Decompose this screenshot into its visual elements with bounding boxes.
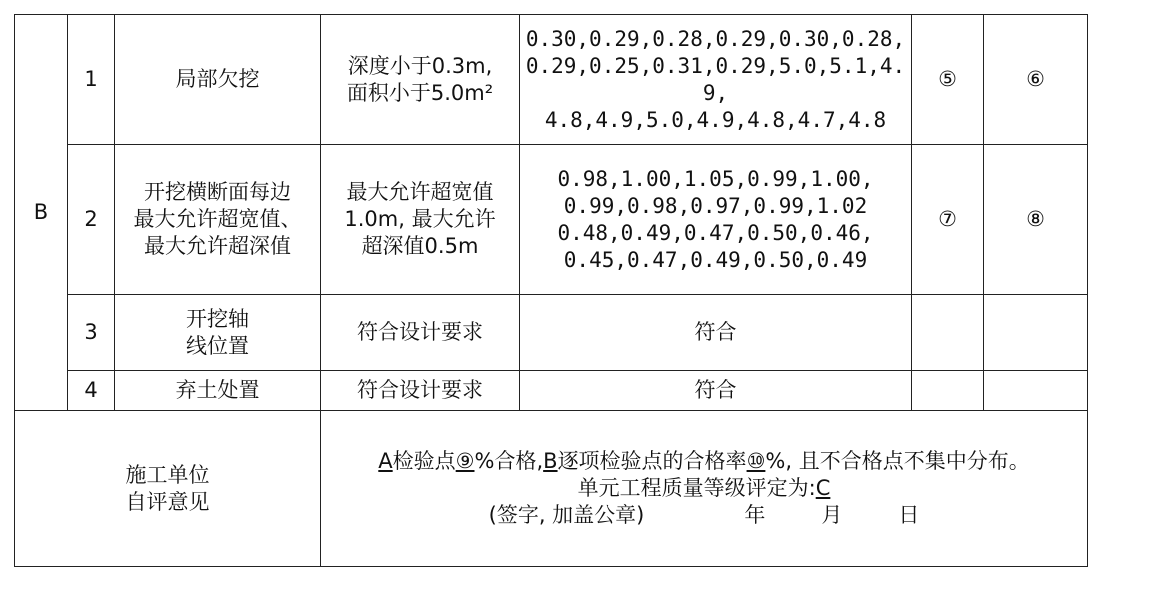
table-row	[15, 15, 1088, 145]
pass-count	[912, 371, 984, 411]
item-number: 4	[68, 371, 115, 411]
measured-values: 0.98,1.00,1.05,0.99,1.00, 0.99,0.98,0.97,0.99,1.02 0.48,0.49,0.47,0.50,0.46, 0.45,0.47,0.49,0.50,0.49	[520, 145, 912, 295]
item-name: 开挖轴 线位置	[115, 295, 321, 371]
item-name: 局部欠挖	[115, 15, 321, 145]
pass-rate: ⑥	[984, 15, 1088, 145]
self-evaluation-row	[15, 411, 1088, 567]
table-row	[15, 371, 1088, 411]
self-evaluation-label: 施工单位 自评意见	[15, 411, 321, 567]
measured-values: 符合	[520, 371, 912, 411]
item-number: 2	[68, 145, 115, 295]
pass-rate	[984, 371, 1088, 411]
item-number: 3	[68, 295, 115, 371]
pass-count: ⑦	[912, 145, 984, 295]
item-name: 开挖横断面每边 最大允许超宽值、 最大允许超深值	[115, 145, 321, 295]
pass-rate: ⑧	[984, 145, 1088, 295]
pass-count: ⑤	[912, 15, 984, 145]
pass-rate	[984, 295, 1088, 371]
category-cell: B	[15, 15, 68, 411]
quality-standard: 深度小于0.3m, 面积小于5.0m²	[321, 15, 520, 145]
measured-values: 符合	[520, 295, 912, 371]
item-number: 1	[68, 15, 115, 145]
pass-count	[912, 295, 984, 371]
table-row	[15, 145, 1088, 295]
grade-line: 单元工程质量等级评定为:C	[577, 476, 831, 500]
self-evaluation-content	[321, 411, 1088, 567]
table-row	[15, 295, 1088, 371]
item-name: 弃土处置	[115, 371, 321, 411]
quality-standard: 符合设计要求	[321, 371, 520, 411]
inspection-table	[14, 14, 1088, 567]
quality-standard: 符合设计要求	[321, 295, 520, 371]
grade-value: C	[815, 476, 831, 500]
conclusion-text: A检验点⑨%合格,B逐项检验点的合格率⑩%, 且不合格点不集中分布。	[378, 449, 1030, 473]
quality-standard: 最大允许超宽值 1.0m, 最大允许 超深值0.5m	[321, 145, 520, 295]
signature-line: (签字, 加盖公章) 年 月 日	[488, 503, 920, 527]
measured-values: 0.30,0.29,0.28,0.29,0.30,0.28, 0.29,0.25,0.31,0.29,5.0,5.1,4. 9, 4.8,4.9,5.0,4.9,4.8,4.7,4.8	[520, 15, 912, 145]
